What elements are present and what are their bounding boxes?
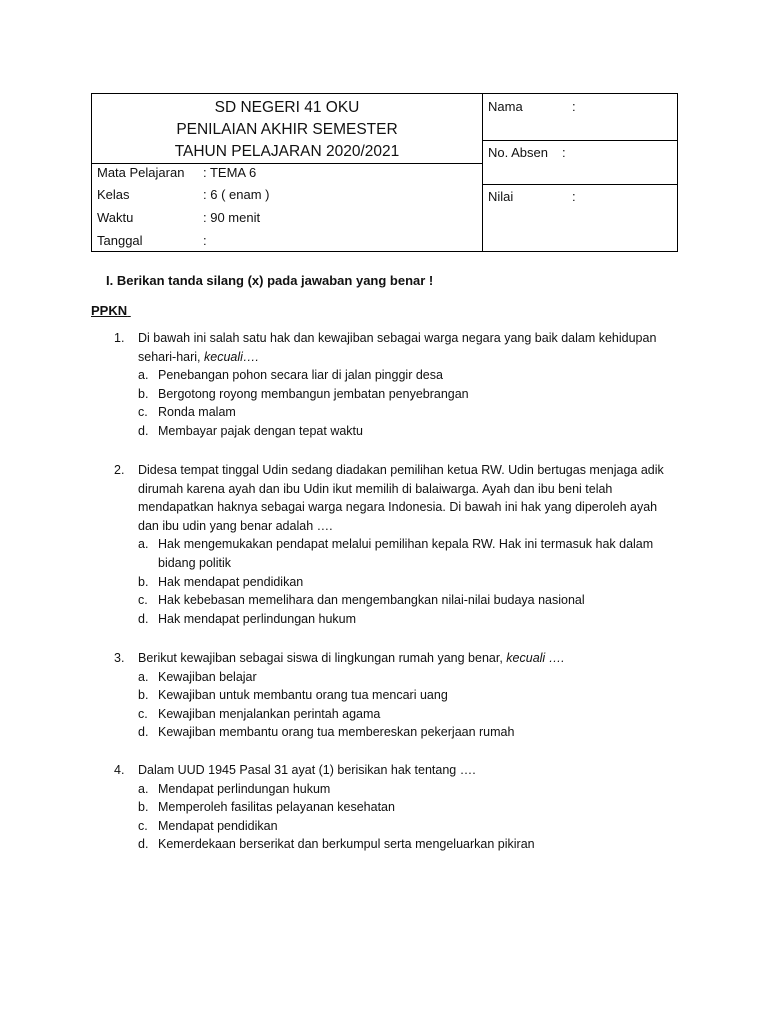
table-divider — [482, 184, 678, 185]
question-number: 3. — [114, 651, 125, 665]
question-text: Didesa tempat tinggal Udin sedang diadakan pemilihan ketua RW. Udin bertugas menjaga adik dirumah karena ayah dan ibu Udin ikut memilih di balaiwarga. Ayah dan ibu beni telah mendapatkan haknya sebagai warga negara Indonesia. Di bawah ini hak yang diperoleh ayah dan ibu udin yang benar adalah …. — [138, 463, 664, 533]
option-d[interactable]: d. Kewajiban membantu orang tua membereskan pekerjaan rumah — [138, 725, 515, 740]
question-number: 2. — [114, 463, 125, 477]
option-d[interactable]: d. Membayar pajak dengan tepat waktu — [138, 423, 363, 438]
question-italic: kecuali…. — [204, 349, 259, 364]
option-c[interactable]: c. Ronda malam — [138, 405, 236, 420]
student-colon: : — [562, 145, 566, 160]
table-divider — [482, 140, 678, 141]
table-divider — [482, 94, 483, 251]
option-b[interactable]: b. Bergotong royong membangun jembatan penyebrangan — [138, 386, 469, 401]
info-value: : TEMA 6 — [203, 165, 257, 180]
option-c[interactable]: c. Mendapat pendidikan — [138, 818, 278, 833]
question-text: Berikut kewajiban sebagai siswa di lingkungan rumah yang benar, kecuali …. — [138, 651, 565, 665]
question-text: Di bawah ini salah satu hak dan kewajiban sebagai warga negara yang baik dalam kehidupan sehari-hari, kecuali…. — [138, 331, 657, 364]
student-colon: : — [572, 189, 576, 204]
question-3 — [114, 649, 674, 742]
school-title-block — [92, 97, 482, 163]
exam-name: PENILAIAN AKHIR SEMESTER — [176, 121, 398, 138]
student-label: Nama — [488, 99, 523, 114]
question-number: 4. — [114, 763, 125, 777]
info-value: : — [203, 233, 207, 248]
question-2 — [114, 461, 674, 628]
option-c[interactable]: c. Hak kebebasan memelihara dan mengembangkan nilai-nilai budaya nasional — [138, 593, 585, 608]
option-d[interactable]: d. Kemerdekaan berserikat dan berkumpul serta mengeluarkan pikiran — [138, 837, 535, 852]
instruction-text: I. Berikan tanda silang (x) pada jawaban yang benar ! — [106, 273, 434, 288]
question-number: 1. — [114, 331, 125, 345]
student-colon: : — [572, 99, 576, 114]
academic-year: TAHUN PELAJARAN 2020/2021 — [174, 143, 400, 160]
option-list — [138, 366, 674, 440]
question-1 — [114, 329, 674, 441]
question-italic: kecuali …. — [506, 651, 565, 665]
header-table — [91, 93, 678, 252]
option-list — [138, 668, 674, 742]
section-title: PPKN — [91, 303, 128, 318]
student-label: No. Absen — [488, 145, 548, 160]
info-label: Tanggal — [97, 233, 143, 248]
option-b[interactable]: b. Hak mendapat pendidikan — [138, 574, 304, 589]
option-a[interactable]: a. Penebangan pohon secara liar di jalan pinggir desa — [138, 368, 443, 383]
info-label: Mata Pelajaran — [97, 165, 185, 180]
option-a[interactable]: a. Kewajiban belajar — [138, 669, 257, 684]
info-label: Waktu — [97, 210, 134, 225]
table-divider — [92, 163, 482, 164]
option-a[interactable]: a. Mendapat perlindungan hukum — [138, 781, 331, 796]
option-b[interactable]: b. Kewajiban untuk membantu orang tua mencari uang — [138, 688, 448, 703]
option-d[interactable]: d. Hak mendapat perlindungan hukum — [138, 611, 357, 626]
option-list — [138, 780, 674, 854]
school-name: SD NEGERI 41 OKU — [214, 99, 360, 116]
info-label: Kelas — [97, 187, 130, 202]
option-c[interactable]: c. Kewajiban menjalankan perintah agama — [138, 706, 381, 721]
info-value: : 6 ( enam ) — [203, 187, 270, 202]
question-text: Dalam UUD 1945 Pasal 31 ayat (1) berisikan hak tentang …. — [138, 763, 476, 777]
option-b[interactable]: b. Memperoleh fasilitas pelayanan kesehatan — [138, 800, 395, 815]
student-label: Nilai — [488, 189, 514, 204]
option-a[interactable]: a. Hak mengemukakan pendapat melalui pemilihan kepala RW. Hak ini termasuk hak dalam bidang politik — [138, 537, 654, 570]
question-4 — [114, 761, 674, 854]
option-list — [138, 535, 674, 628]
info-value: : 90 menit — [203, 210, 261, 225]
